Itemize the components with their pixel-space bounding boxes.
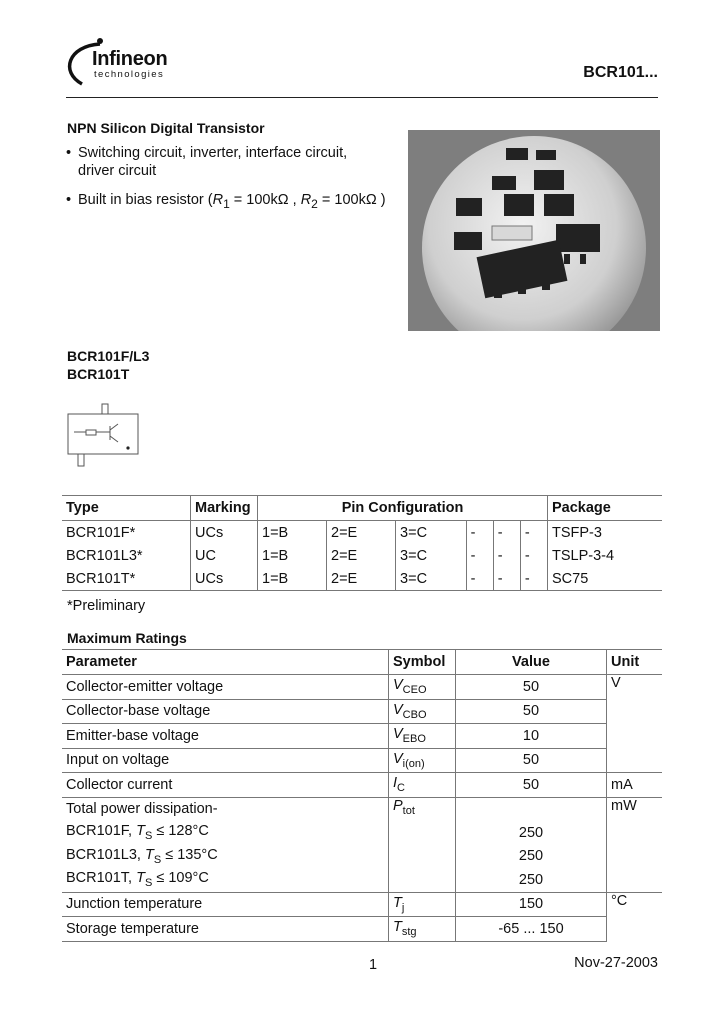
symbol-main: T (393, 894, 402, 911)
param-text: ≤ 109°C (152, 870, 209, 887)
table-row (62, 544, 662, 567)
pinout-diagram (66, 396, 146, 476)
symbol-sub: 2 (311, 196, 318, 211)
pin-cell: 3=C (396, 521, 467, 545)
pin-cell: 3=C (396, 567, 467, 591)
header-divider (66, 97, 658, 98)
symbol-cell (389, 892, 456, 917)
symbol-sub: tot (402, 804, 415, 817)
symbol-main: V (393, 701, 403, 718)
table-row (62, 675, 662, 700)
value-cell: -65 ... 150 (456, 917, 607, 942)
unit-cell: mA (607, 773, 663, 798)
symbol-cell (389, 724, 456, 749)
symbol-cell (389, 675, 456, 700)
type-cell: BCR101F* (66, 524, 136, 541)
feature-text: Built in bias resistor ( (78, 192, 213, 208)
column-header: Symbol (389, 650, 456, 675)
table-row (62, 521, 662, 545)
symbol-sub: CEO (402, 684, 427, 697)
pin-cell: - (520, 521, 547, 545)
symbol-sub: S (144, 877, 153, 890)
unit-cell: °C (607, 892, 663, 941)
symbol-sub: i(on) (402, 757, 425, 770)
pin-cell: - (493, 544, 520, 567)
pin-cell: 2=E (327, 567, 396, 591)
table-row (62, 845, 662, 869)
param-text: BCR101L3, (66, 846, 145, 863)
feature-text: = 100kΩ ) (317, 192, 386, 208)
pin-cell: 1=B (258, 567, 327, 591)
pin-cell: - (466, 567, 493, 591)
document-date: Nov-27-2003 (574, 955, 658, 971)
symbol-sub: EBO (402, 733, 426, 746)
symbol-sub: C (397, 782, 405, 795)
value-cell: 50 (456, 675, 607, 700)
table-row (62, 917, 662, 942)
param-cell: Input on voltage (62, 748, 389, 773)
pin-cell: 2=E (327, 521, 396, 545)
pin-cell: 3=C (396, 544, 467, 567)
param-text: BCR101F, (66, 823, 137, 840)
variant-label: BCR101T (67, 366, 130, 382)
symbol-sub: CBO (402, 708, 427, 721)
table-row (62, 567, 662, 591)
feature-text: = 100kΩ , (229, 192, 301, 208)
param-cell (62, 845, 389, 869)
symbol-main: T (393, 919, 402, 936)
param-cell: Total power dissipation- (62, 797, 389, 821)
value-cell: 250 (456, 845, 607, 869)
symbol-main: I (393, 775, 398, 792)
page-number: 1 (369, 957, 378, 973)
table-row (62, 797, 662, 821)
param-text: ≤ 135°C (161, 846, 218, 863)
symbol-sub: 1 (223, 196, 230, 211)
symbol-cell (389, 748, 456, 773)
param-cell: Junction temperature (62, 892, 389, 917)
logo-sub-text: technologies (94, 69, 165, 80)
value-cell: 150 (456, 892, 607, 917)
column-header: Parameter (62, 650, 389, 675)
type-table (62, 495, 662, 591)
value-cell: 250 (456, 821, 607, 845)
package-cell: TSLP-3-4 (548, 544, 663, 567)
pin-cell: - (466, 521, 493, 545)
symbol-main: V (393, 726, 403, 743)
value-cell: 250 (456, 868, 607, 892)
symbol-r1: R (212, 192, 224, 208)
column-header: Type (62, 496, 191, 521)
symbol-main: V (393, 750, 403, 767)
symbol-main: T (136, 870, 145, 887)
symbol-r2: R (300, 192, 312, 208)
param-cell: Collector-emitter voltage (66, 678, 224, 695)
ratings-table (62, 649, 662, 942)
marking-cell: UCs (191, 521, 258, 545)
symbol-main: V (393, 677, 403, 694)
table-row (62, 724, 662, 749)
section-title: Maximum Ratings (67, 630, 187, 646)
symbol-cell (389, 917, 456, 942)
pin-cell: 1=B (258, 521, 327, 545)
param-cell: Collector-base voltage (62, 699, 389, 724)
symbol-main: P (393, 797, 403, 814)
value-cell (456, 797, 607, 821)
pin-cell: - (493, 567, 520, 591)
package-cell: TSFP-3 (548, 521, 663, 545)
table-row (62, 821, 662, 845)
package-cell: SC75 (548, 567, 663, 591)
table-row (62, 868, 662, 892)
table-row (62, 748, 662, 773)
symbol-main: T (145, 846, 154, 863)
value-cell: 50 (456, 748, 607, 773)
column-header: Unit (607, 650, 663, 675)
column-header: Marking (191, 496, 258, 521)
symbol-cell (389, 773, 456, 798)
pin-cell: - (520, 567, 547, 591)
symbol-sub: j (401, 901, 405, 914)
pin-cell: - (466, 544, 493, 567)
value-cell: 10 (456, 724, 607, 749)
symbol-sub: stg (401, 926, 417, 939)
pinout-schematic-icon (66, 396, 146, 476)
param-cell: Storage temperature (62, 917, 389, 942)
symbol-sub: S (144, 830, 153, 843)
pin-cell: - (520, 544, 547, 567)
pin-cell: 1=B (258, 544, 327, 567)
value-cell: 50 (456, 773, 607, 798)
param-cell: Emitter-base voltage (62, 724, 389, 749)
symbol-cell (389, 797, 456, 892)
feature-item: • Switching circuit, inverter, interface circuit, driver circuit (66, 145, 348, 179)
param-text: ≤ 128°C (152, 823, 209, 840)
symbol-sub: S (153, 853, 162, 866)
variant-label: BCR101F/L3 (67, 348, 150, 364)
unit-cell: V (607, 675, 663, 773)
marking-cell: UC (191, 544, 258, 567)
feature-text: Switching circuit, inverter, interface circuit, (78, 145, 348, 161)
value-cell: 50 (456, 699, 607, 724)
param-cell (62, 821, 389, 845)
table-row (62, 773, 662, 798)
symbol-main: T (136, 823, 145, 840)
table-row (62, 699, 662, 724)
param-cell: Collector current (62, 773, 389, 798)
column-header: Value (456, 650, 607, 675)
pin-cell: 2=E (327, 544, 396, 567)
table-row (62, 892, 662, 917)
feature-text: driver circuit (78, 163, 157, 179)
unit-cell: mW (607, 797, 663, 892)
type-cell: BCR101T* (62, 567, 191, 591)
product-title: NPN Silicon Digital Transistor (67, 120, 265, 136)
param-text: BCR101T, (66, 870, 137, 887)
pin-cell: - (493, 521, 520, 545)
logo-brand-text: Infineon (92, 48, 168, 70)
feature-item: • Built in bias resistor ($R_1 = 100k\Omega$ , $R_2 = 100k\Omega$ ) (66, 192, 386, 211)
part-number: BCR101... (583, 64, 658, 81)
infineon-logo (60, 34, 210, 90)
column-header: Pin Configuration (258, 496, 548, 521)
marking-cell: UCs (191, 567, 258, 591)
column-header: Package (548, 496, 663, 521)
param-cell (62, 868, 389, 892)
preliminary-note: *Preliminary (67, 598, 146, 614)
symbol-cell (389, 699, 456, 724)
package-photo (408, 130, 660, 331)
type-cell: BCR101L3* (66, 547, 143, 564)
